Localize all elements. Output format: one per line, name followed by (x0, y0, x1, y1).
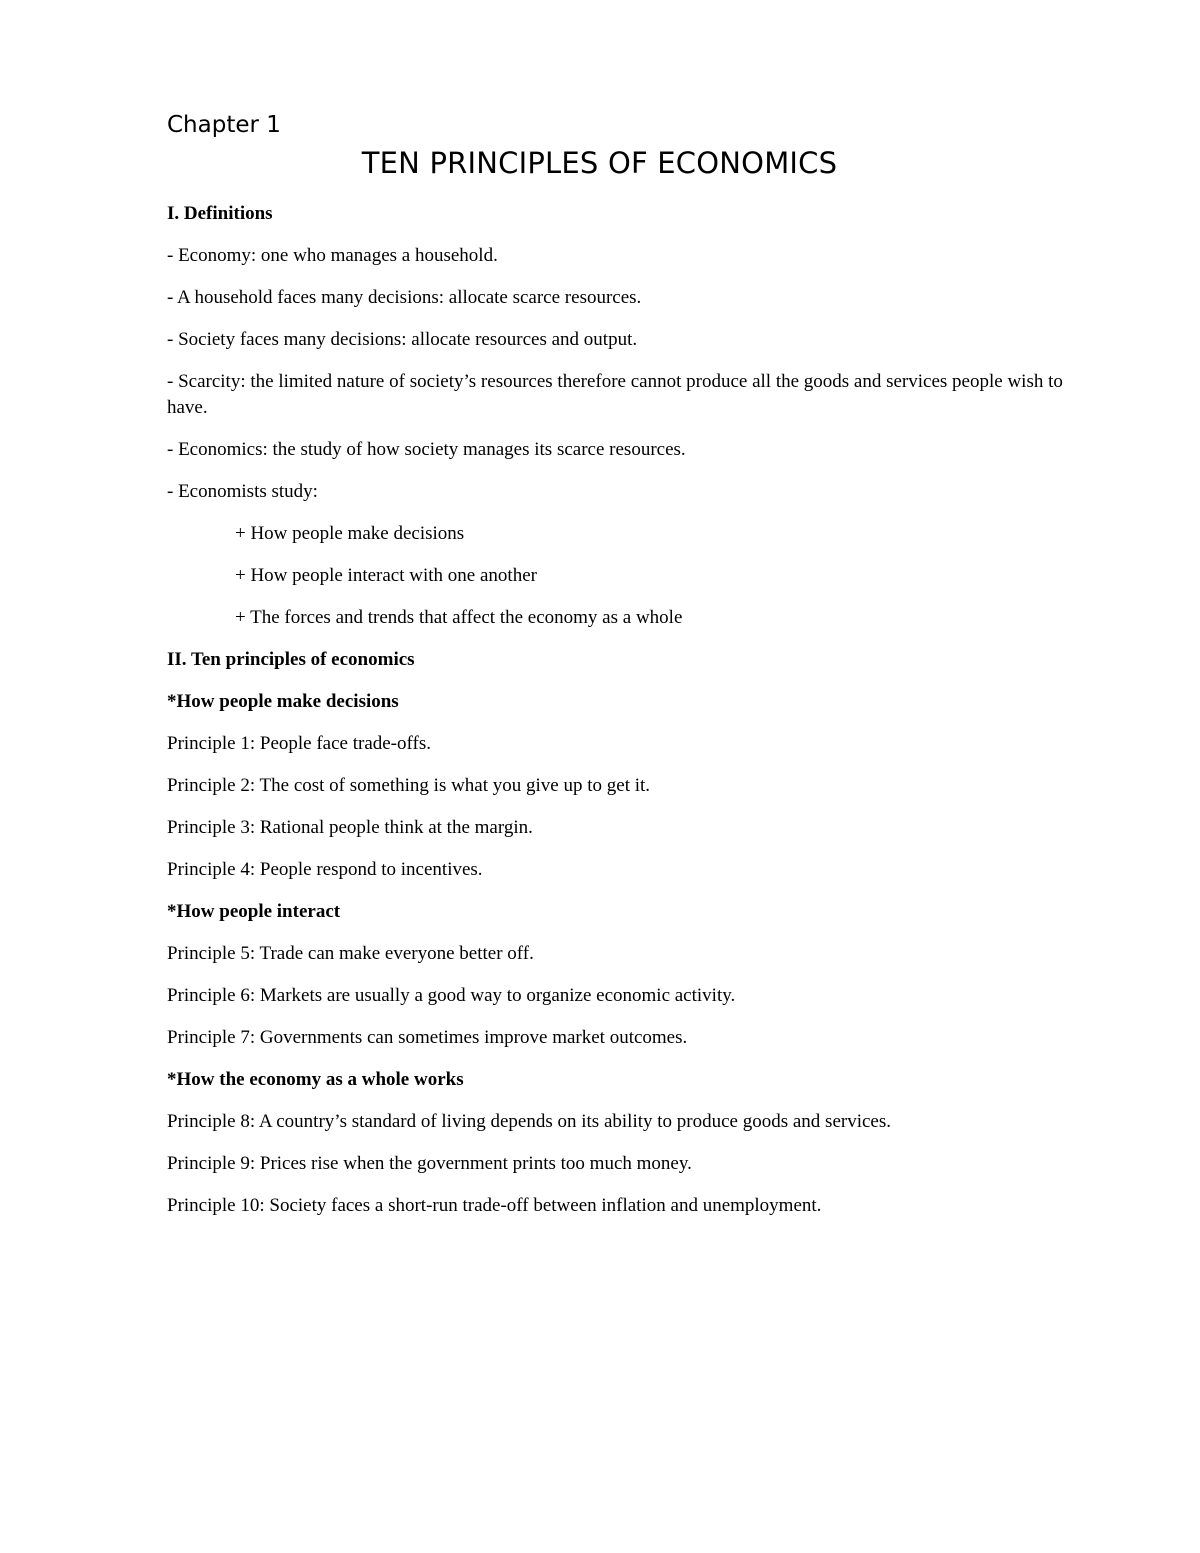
principle-item: Principle 8: A country’s standard of living depends on its ability to produce goods and services. (167, 1111, 891, 1132)
principle-item: Principle 10: Society faces a short-run trade-off between inflation and unemployment. (167, 1195, 822, 1216)
principle-item: Principle 5: Trade can make everyone better off. (167, 943, 534, 964)
principle-item: Principle 6: Markets are usually a good way to organize economic activity. (167, 985, 736, 1006)
definition-item: - Economists study: (167, 481, 318, 502)
definition-item: - Economy: one who manages a household. (167, 245, 498, 266)
document-body (167, 108, 1067, 1219)
document-title: TEN PRINCIPLES OF ECONOMICS (361, 146, 838, 180)
principle-item: Principle 4: People respond to incentives. (167, 859, 483, 880)
chapter-label: Chapter 1 (167, 112, 281, 138)
definition-item: - Scarcity: the limited nature of society’s resources therefore cannot produce all the goods and services people wish to have. (167, 371, 1063, 418)
principle-item: Principle 1: People face trade-offs. (167, 733, 431, 754)
definitions-section (167, 201, 1067, 1219)
principle-item: Principle 7: Governments can sometimes improve market outcomes. (167, 1027, 688, 1048)
definition-item: - A household faces many decisions: allocate scarce resources. (167, 287, 642, 308)
principle-item: Principle 2: The cost of something is what you give up to get it. (167, 775, 651, 796)
group-heading-economy: *How the economy as a whole works (167, 1069, 464, 1090)
group-heading-decisions: *How people make decisions (167, 691, 399, 712)
group-heading-interact: *How people interact (167, 901, 341, 922)
study-sub-item: + The forces and trends that affect the economy as a whole (235, 607, 683, 628)
principle-item: Principle 9: Prices rise when the government prints too much money. (167, 1153, 692, 1174)
study-sub-item: + How people interact with one another (235, 565, 537, 586)
principle-item: Principle 3: Rational people think at the margin. (167, 817, 533, 838)
definition-item: - Society faces many decisions: allocate resources and output. (167, 329, 638, 350)
study-sub-item: + How people make decisions (235, 523, 465, 544)
principles-heading: II. Ten principles of economics (167, 649, 415, 670)
definitions-heading: I. Definitions (167, 203, 273, 224)
definition-item: - Economics: the study of how society manages its scarce resources. (167, 439, 686, 460)
